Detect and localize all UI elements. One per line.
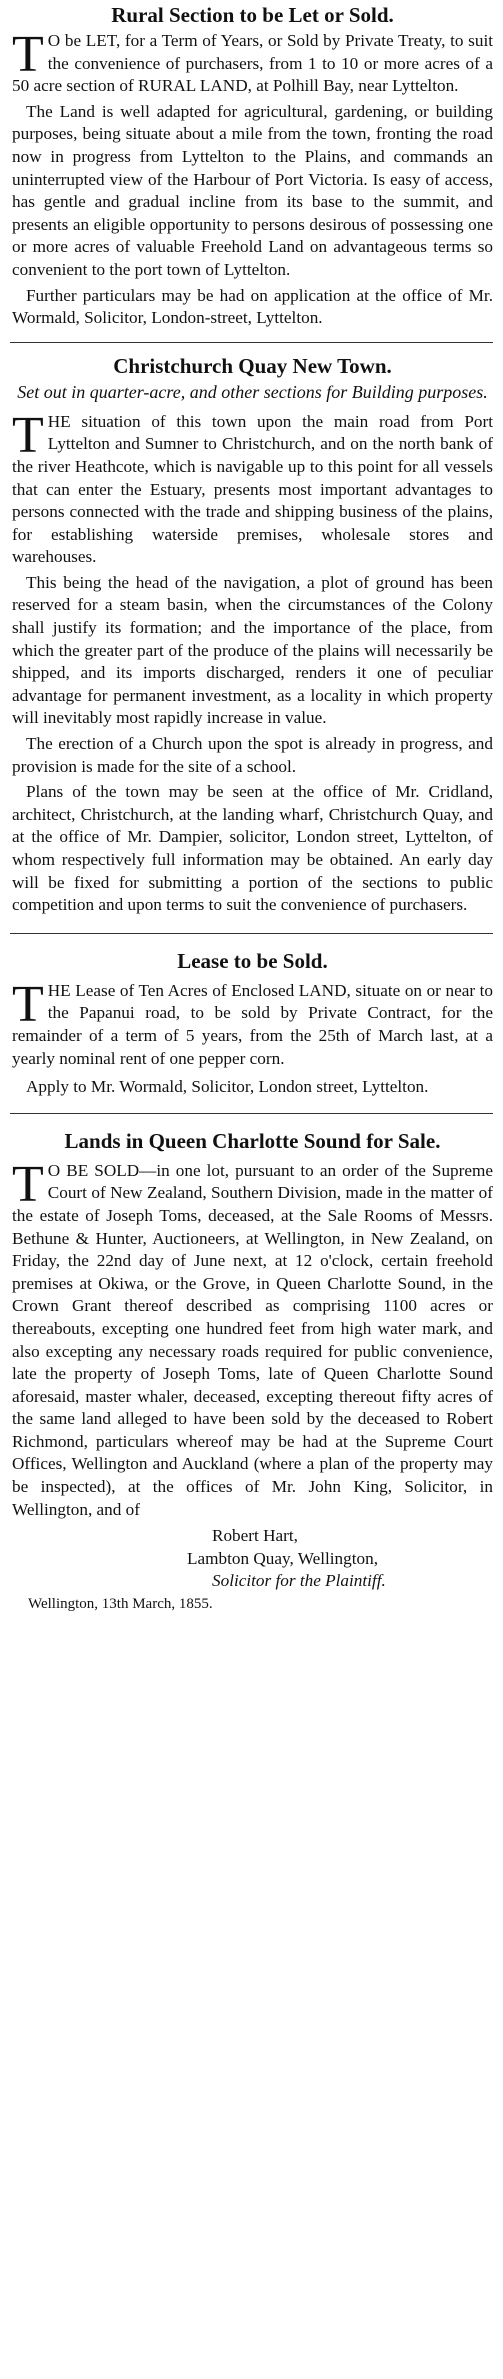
rural-ad-paragraph-1-text: O be LET, for a Term of Years, or Sold by Private Treaty, to suit the convenience of purchasers, from 1 to 10 or more acres of a 50 acre section of RURAL LAND, at Polhill Bay, near Lyttelton. <box>12 31 493 96</box>
signature-name: Robert Hart, <box>212 1526 298 1546</box>
signature-address: Lambton Quay, Wellington, <box>187 1548 378 1568</box>
signature-role: Solicitor for the Plaintiff. <box>212 1571 386 1591</box>
rural-ad-paragraph-3: Further particulars may be had on application at the office of Mr. Wormald, Solicitor, London-street, Lyttelton. <box>12 285 493 328</box>
signature-date: Wellington, 13th March, 1855. <box>28 1596 213 1613</box>
rural-section-ad <box>0 0 503 330</box>
queen-ad-title: Lands in Queen Charlotte Sound for Sale. <box>64 1128 441 1153</box>
quay-ad-paragraph-2: This being the head of the navigation, a plot of ground has been reserved for a steam basin, when the circumstances of the Colony shall justify its formation; and the importance of the place, from which the greater part of the produce of the plains will necessarily be shipped, and its imports discharged, renders it one of peculiar advantage for permanent investment, as a locality in which property will inevitably most rapidly increase in value. <box>12 572 493 728</box>
quay-ad-subtitle: Set out in quarter-acre, and other sections for Building purposes. <box>17 381 488 402</box>
lease-ad <box>0 948 503 1099</box>
quay-ad-paragraph-4: Plans of the town may be seen at the office of Mr. Cridland, architect, Christchurch, at the landing wharf, Christchurch Quay, and at the office of Mr. Dampier, solicitor, London street, Lyttelton, of whom respectively full information may be obtained. An early day will be fixed for submitting a portion of the sections to public competition and upon terms to suit the convenience of purchasers. <box>12 782 493 915</box>
divider <box>10 933 493 934</box>
queen-ad-paragraph-1 <box>12 1155 493 1522</box>
signature-block <box>12 1525 493 1615</box>
quay-ad-paragraph-3: The erection of a Church upon the spot is already in progress, and provision is made for the site of a school. <box>12 734 493 776</box>
lease-ad-paragraph-2: Apply to Mr. Wormald, Solicitor, London street, Lyttelton. <box>26 1077 429 1097</box>
queen-ad-paragraph-1-text: O BE SOLD—in one lot, pursuant to an order of the Supreme Court of New Zealand, Southern Division, made in the matter of the estate of Joseph Toms, deceased, at the Sale Rooms of Messrs. Bethune & Hunter, Auctioneers, at Wellington, in New Zealand, on Friday, the 22nd day of June next, at 12 o'clock, certain freehold premises at Okiwa, or the Grove, in Queen Charlotte Sound, in the Crown Grant thereof described as comprising 1100 acres or thereabouts, excepting one hundred feet from high water mark, and also excepting any necessary roads required for public convenience, late the property of Joseph Toms, late of Queen Charlotte Sound aforesaid, master whaler, deceased, excepting thereout fifty acres of the same land alleged to have been sold by the deceased to Robert Richmond, particulars whereof may be had at the Supreme Court Offices, Wellington and Auckland (where a plan of the property may be inspected), at the offices of Mr. John King, Solicitor, in Wellington, and of <box>12 1160 493 1519</box>
quay-ad-title: Christchurch Quay New Town. <box>113 353 392 378</box>
drop-cap: T <box>12 1155 44 1213</box>
quay-ad-paragraph-1 <box>12 406 493 569</box>
rural-ad-title: Rural Section to be Let or Sold. <box>111 3 394 27</box>
lease-ad-title: Lease to be Sold. <box>177 948 328 973</box>
lease-ad-paragraph-1 <box>12 975 493 1070</box>
lease-ad-paragraph-1-text: HE Lease of Ten Acres of Enclosed LAND, situate on or near to the Papanui road, to be sold by Private Contract, for the remainder of a term of 5 years, from the 25th of March last, at a yearly nominal rent of one pepper corn. <box>12 980 493 1068</box>
queen-charlotte-ad <box>0 1128 503 1616</box>
quay-ad-paragraph-1-text: HE situation of this town upon the main road from Port Lyttelton and Sumner to Christchurch, and on the north bank of the river Heathcote, which is navigable up to this point for all vessels that can enter the Estuary, presents most important advantages to persons connected with the trade and shipping business of the plains, for establishing waterside premises, wholesale stores and warehouses. <box>12 411 493 567</box>
divider <box>10 1113 493 1114</box>
rural-ad-paragraph-1 <box>12 26 493 98</box>
rural-ad-paragraph-2: The Land is well adapted for agricultural, gardening, or building purposes, being situate about a mile from the town, fronting the road now in progress from Lyttelton to the Plains, and commands an uninterrupted view of the Harbour of Port Victoria. Is easy of access, has gentle and gradual incline from its base to the summit, and presents an eligible opportunity to persons desirous of possessing one or more acres of valuable Freehold Land on advantageous terms so convenient to the port town of Lyttelton. <box>12 101 493 279</box>
drop-cap: T <box>12 975 44 1033</box>
drop-cap: T <box>12 26 44 83</box>
quay-town-ad <box>0 353 503 917</box>
divider <box>10 342 493 343</box>
drop-cap: T <box>12 406 44 464</box>
